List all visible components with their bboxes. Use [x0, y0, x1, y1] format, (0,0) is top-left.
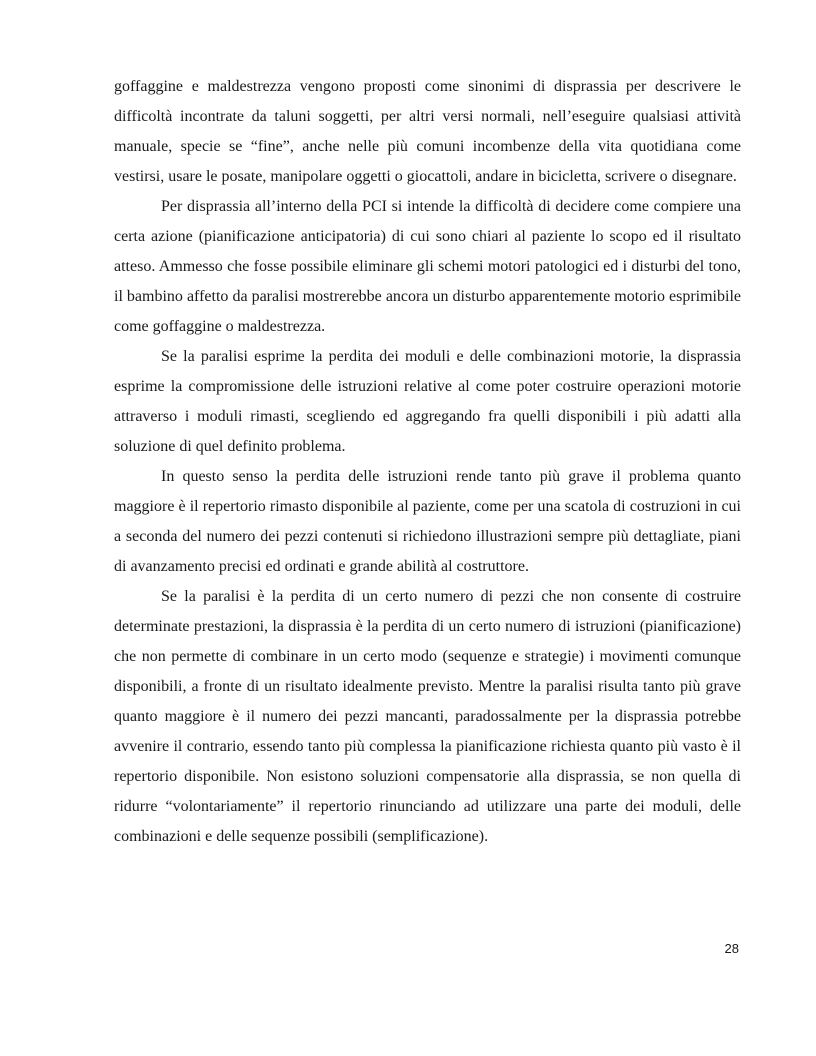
- page-number: 28: [724, 941, 739, 956]
- paragraph: Se la paralisi esprime la perdita dei moduli e delle combinazioni motorie, la disprassia esprime la compromissione delle istruzioni relative al come poter costruire operazioni motorie attraverso i moduli rimasti, scegliendo ed aggregando fra quelli disponibili i più adatti alla soluzione di quel definito problema.: [114, 348, 741, 455]
- paragraph: Se la paralisi è la perdita di un certo numero di pezzi che non consente di costruire determinate prestazioni, la disprassia è la perdita di un certo numero di istruzioni (pianificazione) che non permette di combinare in un certo modo (sequenze e strategie) i movimenti comunque disponibili, a fronte di un risultato idealmente previsto. Mentre la paralisi risulta tanto più grave quanto maggiore è il numero dei pezzi mancanti, paradossalmente per la disprassia potrebbe avvenire il contrario, essendo tanto più complessa la pianificazione richiesta quanto più vasto è il repertorio disponibile. Non esistono soluzioni compensatorie alla disprassia, se non quella di ridurre “volontariamente” il repertorio rinunciando ad utilizzare una parte dei moduli, delle combinazioni e delle sequenze possibili (semplificazione).: [114, 588, 741, 845]
- body-text: [114, 72, 741, 852]
- paragraph: In questo senso la perdita delle istruzioni rende tanto più grave il problema quanto maggiore è il repertorio rimasto disponibile al paziente, come per una scatola di costruzioni in cui a seconda del numero dei pezzi contenuti si richiedono illustrazioni sempre più dettagliate, piani di avanzamento precisi ed ordinati e grande abilità al costruttore.: [114, 468, 741, 575]
- paragraph: Per disprassia all’interno della PCI si intende la difficoltà di decidere come compiere una certa azione (pianificazione anticipatoria) di cui sono chiari al paziente lo scopo ed il risultato atteso. Ammesso che fosse possibile eliminare gli schemi motori patologici ed i disturbi del tono, il bambino affetto da paralisi mostrerebbe ancora un disturbo apparentemente motorio esprimibile come goffaggine o maldestrezza.: [114, 198, 741, 335]
- paragraph-continuation: goffaggine e maldestrezza vengono proposti come sinonimi di disprassia per descrivere le difficoltà incontrate da taluni soggetti, per altri versi normali, nell’eseguire qualsiasi attività manuale, specie se “fine”, anche nelle più comuni incombenze della vita quotidiana come vestirsi, usare le posate, manipolare oggetti o giocattoli, andare in bicicletta, scrivere o disegnare.: [114, 78, 741, 185]
